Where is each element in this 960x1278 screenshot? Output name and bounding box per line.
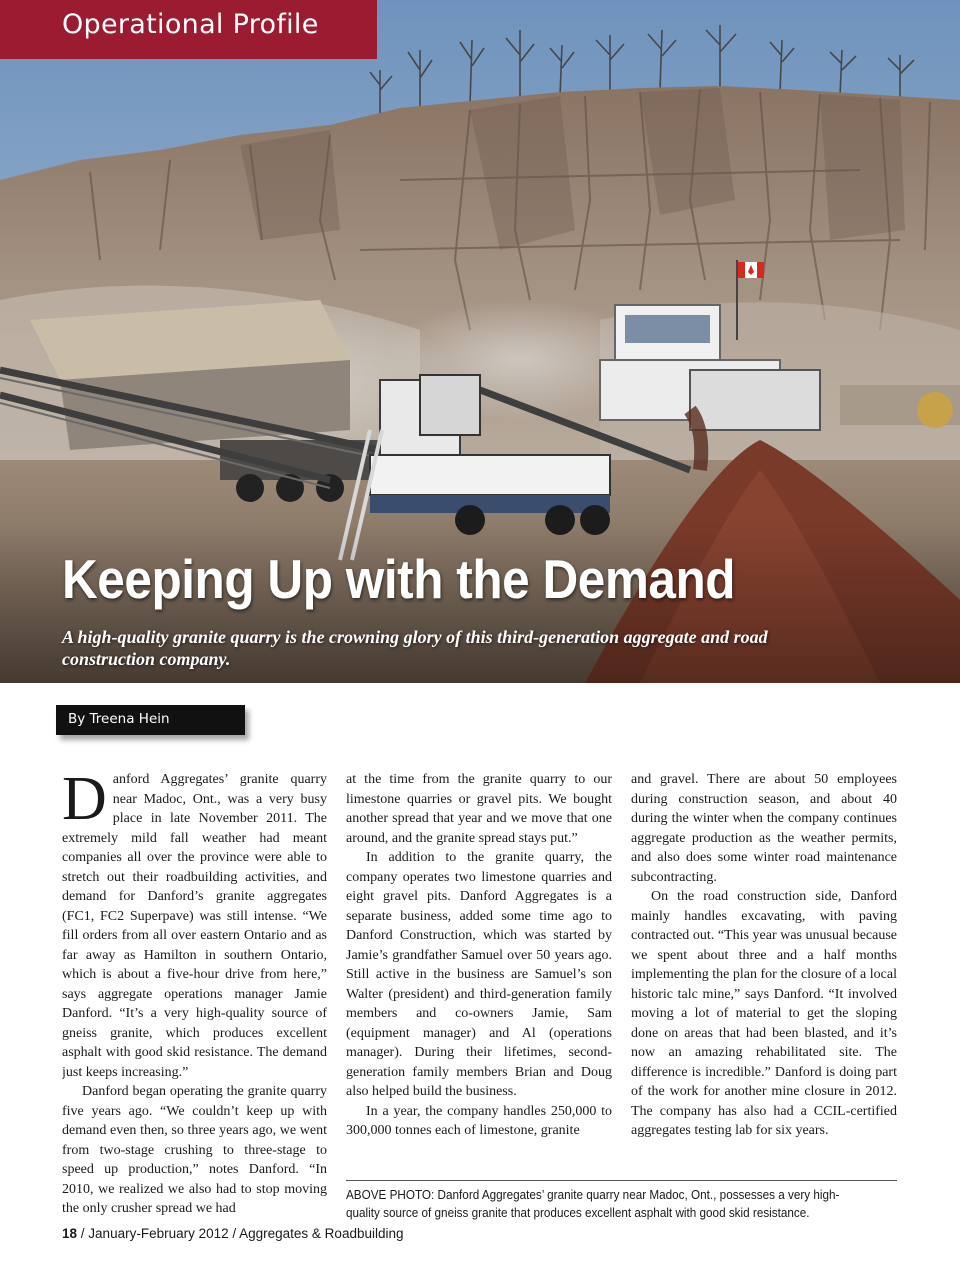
article-column-1 (62, 770, 327, 1215)
paragraph-text: anford Aggregates’ granite quarry near Madoc, Ont., was a very busy place in late November 2011. The extremely mild fall weather had meant companies all over the province were able to stretch out their roadbuilding activities, and demand for Danford’s granite aggregates (FC1, FC2 Superpave) was still intense. “We fill orders from all over eastern Ontario and as far away as Hamilton in southern Ontario, which is about a five-hour drive from here,” says aggregate operations manager Jamie Danford. “It’s a very high-quality source of gneiss granite, which produces excellent asphalt with good skid resistance. The demand just keeps increasing.” (62, 772, 327, 1080)
caption-divider (346, 1180, 897, 1181)
caption-label: ABOVE PHOTO: (346, 1188, 435, 1202)
paragraph (62, 770, 327, 1082)
paragraph: In addition to the granite quarry, the company operates two limestone quarries and eight gravel pits. Danford Aggregates is a separate business, added some time ago to Danford Construction, which was started by Jamie’s grandfather Samuel over 50 years ago. Still active in the business are Samuel’s son Walter (president) and third-generation family members and co-owners Jamie, Sam (equipment manager) and Al (operations manager). During their lifetimes, second-generation family members Brian and Doug also helped build the business. (346, 850, 612, 1099)
paragraph: at the time from the granite quarry to our limestone quarries or gravel pits. We bought another spread that year and we move that one around, and the granite spread stays put.” (346, 772, 612, 846)
paragraph: Danford began operating the granite quarry five years ago. “We couldn’t keep up with demand even then, so three years ago, we went from two-stage crushing to three-stage to speed up production,” notes Danford. “In 2010, we realized we also had to stop moving the only crusher spread we had (62, 1084, 327, 1215)
headline: Keeping Up with the Demand (62, 548, 736, 610)
photo-caption (346, 1186, 867, 1222)
caption-text: Danford Aggregates’ granite quarry near Madoc, Ont., possesses a very high-quality source of gneiss granite that produces excellent asphalt with good skid resistance. (346, 1188, 840, 1220)
byline-bar (56, 705, 245, 735)
paragraph: On the road construction side, Danford mainly handles excavating, with paving contracted out. “This year was unusual because we spent about three and a half months implementing the plan for the closure of a local historic talc mine,” says Danford. “It involved moving a lot of material to get the sloping done on areas that had been blasted, and it’s now an amazing rehabilitated site. The difference is incredible.” Danford is doing part of the work for another mine closure in 2012. The company has also had a CCIL-certified aggregates testing lab for six years. (631, 889, 897, 1138)
section-title: Operational Profile (62, 9, 319, 40)
canadian-flag-icon (738, 262, 764, 278)
publication-info: / January-February 2012 / Aggregates & Roadbuilding (80, 1226, 404, 1241)
dropcap: D (62, 770, 107, 833)
byline: By Treena Hein (68, 711, 170, 727)
paragraph: and gravel. There are about 50 employees during construction season, and about 40 during the winter when the company continues aggregate production as the weather permits, and also does some winter road maintenance subcontracting. (631, 772, 897, 885)
page-number: 18 (62, 1226, 78, 1241)
page-footer (62, 1226, 404, 1241)
section-tag (0, 0, 377, 59)
paragraph: In a year, the company handles 250,000 to 300,000 tonnes each of limestone, granite (346, 1103, 612, 1138)
article-column-3 (631, 770, 897, 1141)
article-column-2 (346, 770, 612, 1141)
deck: A high-quality granite quarry is the crowning glory of this third-generation aggregate and road construction company. (62, 627, 768, 669)
